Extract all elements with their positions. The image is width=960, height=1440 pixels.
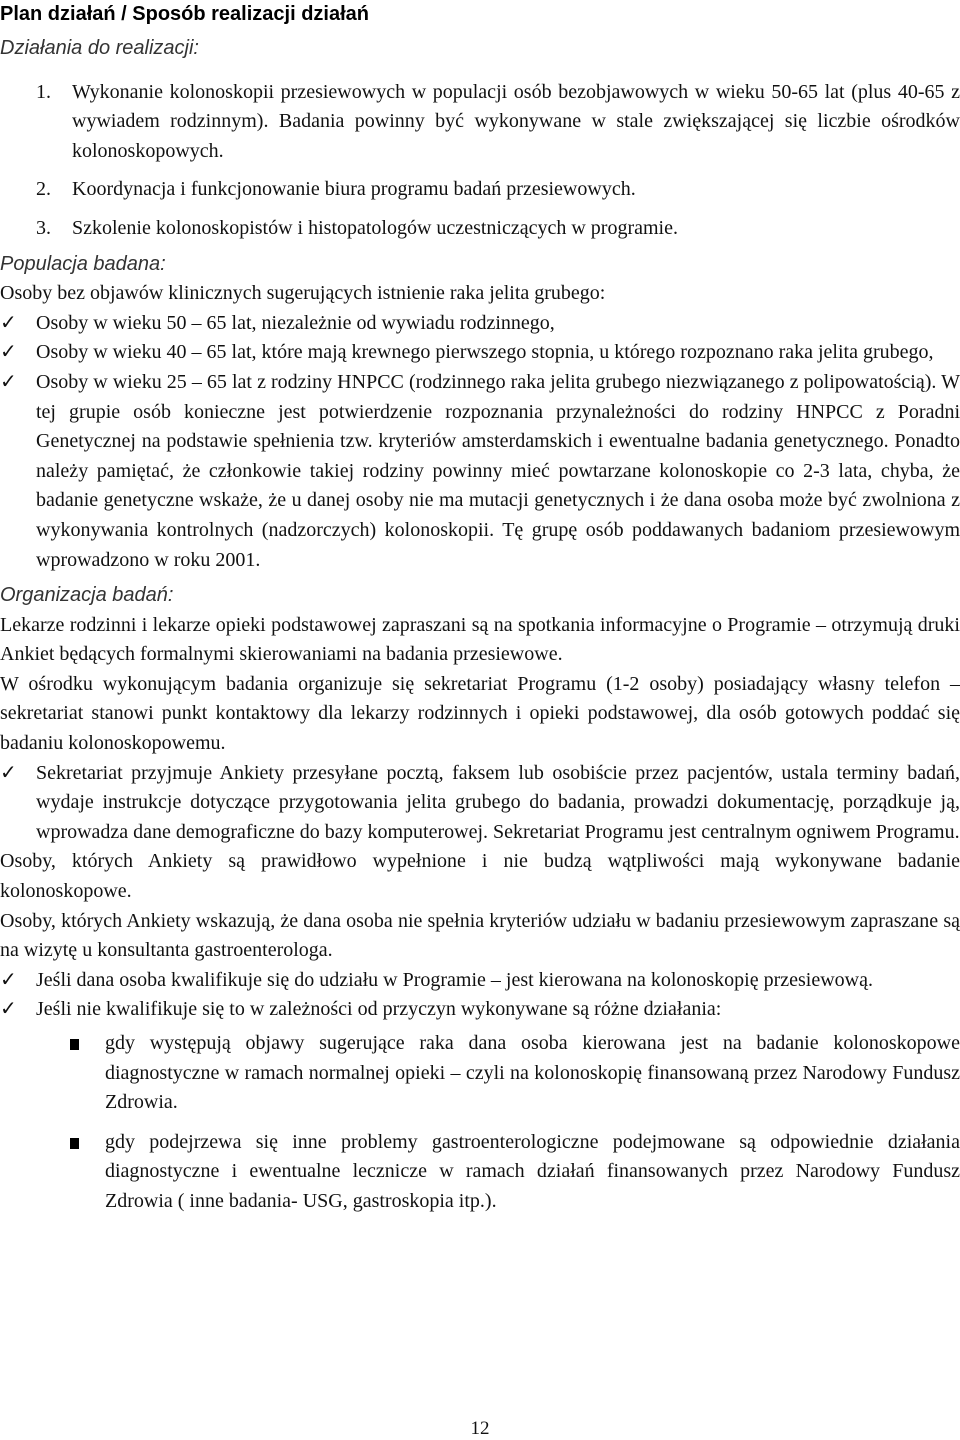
list-item-text: Wykonanie kolonoskopii przesiewowych w populacji osób bezobjawowych w wieku 50-65 lat (plus 40-65 z wywiadem rodzinnym). Badania powinny być wykonywane w stale zwiększającej się liczbie ośrodków kolonoskopowych. (72, 80, 960, 162)
sub-bullet-item (0, 1029, 960, 1118)
check-item-text: Osoby w wieku 50 – 65 lat, niezależnie od wywiadu rodzinnego, (36, 311, 555, 334)
list-item-text: Szkolenie kolonoskopistów i histopatologów uczestniczących w programie. (72, 216, 678, 239)
actions-list (0, 78, 960, 244)
list-number: 2. (36, 178, 51, 201)
list-item (0, 78, 960, 167)
check-mark-icon: ✓ (0, 370, 17, 393)
check-mark-icon: ✓ (0, 968, 17, 991)
document-body (0, 34, 960, 1217)
check-item (0, 338, 960, 368)
paragraph: Osoby, których Ankiety wskazują, że dana osoba nie spełnia kryteriów udziału w badaniu przesiewowym zapraszane są na wizytę u konsultanta gastroenterologa. (0, 909, 960, 962)
list-item-text: Koordynacja i funkcjonowanie biura programu badań przesiewowych. (72, 178, 636, 201)
square-bullet-icon (70, 1039, 79, 1050)
check-item-text: Sekretariat przyjmuje Ankiety przesyłane pocztą, faksem lub osobiście przez pacjentów, ustala terminy badań, wydaje instrukcje dotyczące przygotowania jelita grubego do badania, prowadzi dokumentację, porządkuje ją, wprowadza dane demograficzne do bazy komputerowej. Sekretariat Programu jest centralnym ogniwem Programu. (36, 761, 960, 843)
list-number: 1. (36, 80, 51, 103)
check-mark-icon: ✓ (0, 998, 17, 1021)
check-mark-icon: ✓ (0, 341, 17, 364)
paragraph: W ośrodku wykonującym badania organizuje się sekretariat Programu (1-2 osoby) posiadający własny telefon – sekretariat stanowi punkt kontaktowy dla lekarzy rodzinnych i opieki podstawowej, dla osób gotowych poddać się badaniu kolonoskopowemu. (0, 672, 960, 755)
check-item (0, 966, 960, 996)
list-item (0, 214, 960, 244)
check-item-text: Osoby w wieku 40 – 65 lat, które mają krewnego pierwszego stopnia, u którego rozpoznano raka jelita grubego, (36, 341, 934, 364)
check-item (0, 759, 960, 848)
page-heading: Plan działań / Sposób realizacji działań (0, 3, 369, 25)
check-mark-icon: ✓ (0, 761, 17, 784)
square-bullet-icon (70, 1138, 79, 1149)
sub-bullet-text: gdy występują objawy sugerujące raka dana osoba kierowana jest na badanie kolonoskopowe diagnostyczne w ramach normalnej opieki – czyli na kolonoskopię finansowaną przez Narodowy Fundusz Zdrowia. (105, 1032, 960, 1114)
list-item (0, 175, 960, 205)
sub-bullet-text: gdy podejrzewa się inne problemy gastroenterologiczne podejmowane są odpowiednie działania diagnostyczne i ewentualne lecznicze w ramach działań finansowanych przez Narodowy Fundusz Zdrowia ( inne badania- USG, gastroskopia itp.). (105, 1130, 960, 1212)
check-item-text: Osoby w wieku 25 – 65 lat z rodziny HNPCC (rodzinnego raka jelita grubego niezwiązanego z polipowatością). W tej grupie osób konieczne jest potwierdzenie rozpoznania przynależności do rodziny HNPCC z Poradni Genetycznej na podstawie spełnienia tzw. kryteriów amsterdamskich i ewentualne badania genetycznego. Ponadto należy pamiętać, że członkowie takiej rodziny powinny mieć powtarzane kolonoskopie co 2-3 lata, chyba, że badanie genetyczne wskaże, że u danej osoby nie ma mutacji genetycznych i że dana osoba może być zwolniona z wykonywania kontrolnych (nadzorczych) kolonoskopii. Tę grupę osób poddawanych badaniom przesiewowym wprowadzono w roku 2001. (36, 370, 960, 571)
paragraph: Osoby, których Ankiety są prawidłowo wypełnione i nie budzą wątpliwości mają wykonywane badanie kolonoskopowe. (0, 850, 960, 903)
list-number: 3. (36, 216, 51, 239)
sub-bullet-item (0, 1128, 960, 1217)
check-mark-icon: ✓ (0, 311, 17, 334)
population-intro: Osoby bez objawów klinicznych sugerujących istnienie raka jelita grubego: (0, 282, 606, 305)
check-item-text: Jeśli dana osoba kwalifikuje się do udziału w Programie – jest kierowana na kolonoskopię przesiewową. (36, 968, 874, 991)
check-item (0, 995, 960, 1025)
check-item (0, 368, 960, 575)
page-number: 12 (470, 1418, 490, 1439)
section-title-actions: Działania do realizacji: (0, 37, 199, 59)
check-item-text: Jeśli nie kwalifikuje się to w zależności od przyczyn wykonywane są różne działania: (36, 998, 722, 1021)
paragraph: Lekarze rodzinni i lekarze opieki podstawowej zapraszani są na spotkania informacyjne o Programie – otrzymują druki Ankiet będących formalnymi skierowaniami na badania przesiewowe. (0, 613, 960, 666)
section-title-population: Populacja badana: (0, 252, 166, 275)
check-item (0, 309, 960, 339)
section-title-organization: Organizacja badań: (0, 584, 174, 607)
